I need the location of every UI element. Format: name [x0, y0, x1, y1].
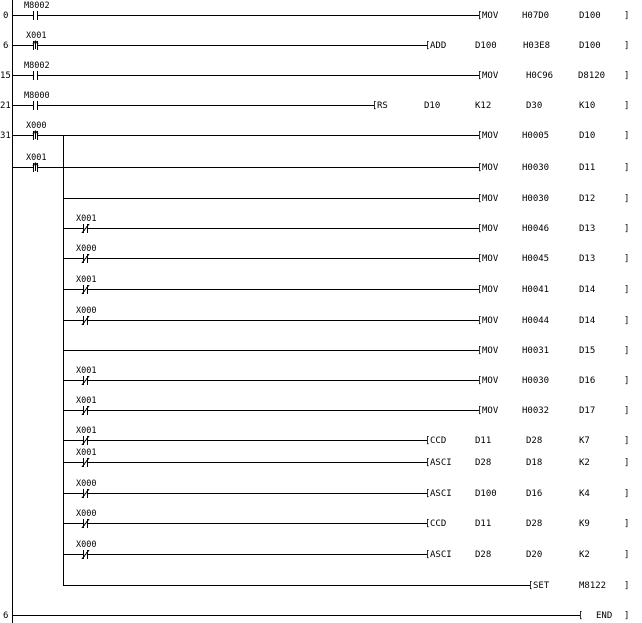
no-contact-icon [34, 101, 38, 110]
instruction-operand: D100 [475, 489, 497, 499]
instruction-bracket-close: ] [624, 406, 630, 416]
instruction-bracket: [ [425, 550, 431, 560]
instruction-operand: D10 [424, 101, 441, 111]
contact-label: X001 [26, 153, 47, 163]
instruction-bracket: [ [477, 316, 483, 326]
instruction-operand: D100 [579, 11, 601, 21]
instruction-operand: K2 [579, 550, 590, 560]
instruction-bracket-close: ] [624, 519, 630, 529]
rung-6[interactable] [3, 31, 629, 51]
svg-text:[: [ [578, 611, 584, 621]
svg-text:]: ] [624, 101, 630, 111]
pulse-contact-icon [33, 131, 38, 140]
svg-text:]: ] [624, 41, 630, 51]
rung-31[interactable] [0, 121, 629, 591]
instruction-operand: D14 [579, 316, 596, 326]
contact-label: X001 [26, 31, 47, 41]
step-number: 6 [3, 611, 9, 621]
no-contact-icon [34, 11, 38, 20]
instruction-operand: H0030 [522, 376, 550, 386]
instruction-opcode: MOV [482, 254, 499, 264]
svg-text:[: [ [477, 71, 483, 81]
instruction-operand: K4 [579, 489, 590, 499]
instruction-operand: H0041 [522, 285, 550, 295]
instruction-operand: K2 [579, 458, 590, 468]
instruction-bracket-close: ] [624, 11, 630, 21]
instruction-operand: D16 [526, 489, 543, 499]
nc-contact-icon [82, 519, 89, 528]
instruction-operand: D14 [579, 285, 596, 295]
instruction-operand: K12 [475, 101, 492, 111]
contact-label: X001 [76, 426, 97, 436]
instruction-bracket: [ [477, 254, 483, 264]
instruction-opcode: SET [533, 581, 550, 591]
instruction-opcode: ASCI [430, 489, 452, 499]
instruction-operand: H0005 [522, 131, 550, 141]
instruction-bracket: [ [425, 436, 431, 446]
contact-label: X000 [76, 509, 97, 519]
instruction-bracket-close: ] [624, 581, 630, 591]
instruction-bracket-close: ] [624, 376, 630, 386]
instruction-operand: D15 [579, 346, 596, 356]
contact-label: X000 [76, 306, 97, 316]
contact-label: M8002 [24, 61, 50, 71]
rung-end[interactable] [3, 611, 629, 621]
instruction-operand: D20 [526, 550, 543, 560]
instruction-operand: M8122 [579, 581, 607, 591]
contact-label: X001 [76, 396, 97, 406]
svg-text:[: [ [372, 101, 378, 111]
nc-contact-icon [82, 376, 89, 385]
instruction-opcode: MOV [482, 163, 499, 173]
instruction-bracket: [ [477, 224, 483, 234]
instruction-operand: D11 [579, 163, 596, 173]
instruction-operand: D12 [579, 194, 596, 204]
step-number: 0 [3, 11, 9, 21]
rung-15[interactable] [0, 61, 629, 81]
contact-label: X000 [76, 479, 97, 489]
instruction-bracket-close: ] [624, 254, 630, 264]
contact-label: X001 [76, 214, 97, 224]
nc-contact-icon [82, 316, 89, 325]
instruction-operand: K10 [579, 101, 596, 111]
instruction-operand: D28 [475, 458, 492, 468]
nc-contact-icon [82, 458, 89, 467]
step-number: 15 [0, 71, 11, 81]
instruction-bracket-close: ] [624, 550, 630, 560]
pulse-contact-icon [33, 163, 38, 172]
instruction-opcode: MOV [482, 406, 499, 416]
instruction-operand: D13 [579, 254, 596, 264]
end-instruction: END [596, 611, 613, 621]
instruction-opcode: CCD [430, 519, 447, 529]
instruction-operand: D18 [526, 458, 543, 468]
step-number: 31 [0, 131, 11, 141]
contact-label: X000 [76, 244, 97, 254]
instruction-bracket: [ [477, 376, 483, 386]
contact-label: X001 [76, 275, 97, 285]
contact-label: M8000 [24, 91, 50, 101]
instruction-operand: K9 [579, 519, 590, 529]
instruction-bracket-close: ] [624, 131, 630, 141]
instruction-operand: D28 [526, 519, 543, 529]
instruction-bracket-close: ] [624, 458, 630, 468]
instruction-bracket: [ [425, 458, 431, 468]
instruction-bracket: [ [528, 581, 534, 591]
instruction-opcode: MOV [482, 71, 499, 81]
svg-text:[: [ [425, 41, 431, 51]
instruction-bracket: [ [477, 11, 483, 21]
instruction-bracket-close: ] [624, 194, 630, 204]
instruction-operand: D11 [475, 519, 492, 529]
contact-label: X000 [76, 540, 97, 550]
instruction-bracket: [ [425, 519, 431, 529]
nc-contact-icon [82, 406, 89, 415]
nc-contact-icon [82, 254, 89, 263]
nc-contact-icon [82, 550, 89, 559]
instruction-bracket-close: ] [624, 489, 630, 499]
instruction-bracket: [ [477, 406, 483, 416]
instruction-operand: H0031 [522, 346, 550, 356]
instruction-bracket-close: ] [624, 316, 630, 326]
instruction-bracket-close: ] [624, 346, 630, 356]
contact-label: M8002 [24, 1, 50, 11]
instruction-bracket-close: ] [624, 436, 630, 446]
instruction-operand: K7 [579, 436, 590, 446]
instruction-opcode: MOV [482, 285, 499, 295]
nc-contact-icon [82, 489, 89, 498]
instruction-opcode: MOV [482, 194, 499, 204]
instruction-bracket: [ [477, 346, 483, 356]
instruction-operand: D30 [526, 101, 543, 111]
instruction-operand: H0030 [522, 194, 550, 204]
instruction-bracket-close: ] [624, 163, 630, 173]
instruction-operand: D13 [579, 224, 596, 234]
instruction-bracket-close: ] [624, 224, 630, 234]
instruction-bracket: [ [477, 163, 483, 173]
instruction-opcode: MOV [482, 11, 499, 21]
nc-contact-icon [82, 224, 89, 233]
instruction-opcode: CCD [430, 436, 447, 446]
instruction-opcode: MOV [482, 224, 499, 234]
step-number: 6 [3, 41, 9, 51]
instruction-operand: H0046 [522, 224, 550, 234]
instruction-operand: D8120 [578, 71, 606, 81]
nc-contact-icon [82, 285, 89, 294]
instruction-operand: H0032 [522, 406, 550, 416]
no-contact-icon [34, 71, 38, 80]
instruction-operand: H0045 [522, 254, 550, 264]
instruction-opcode: MOV [482, 346, 499, 356]
instruction-operand: H0C96 [526, 71, 554, 81]
instruction-opcode: ASCI [430, 458, 452, 468]
instruction-operand: D28 [475, 550, 492, 560]
instruction-operand: D100 [475, 41, 497, 51]
instruction-operand: H07D0 [522, 11, 550, 21]
instruction-operand: D10 [579, 131, 596, 141]
instruction-bracket: [ [477, 285, 483, 295]
instruction-opcode: ASCI [430, 550, 452, 560]
branch-list [63, 131, 629, 591]
instruction-operand: D28 [526, 436, 543, 446]
pulse-contact-icon [33, 41, 38, 50]
instruction-operand: H0044 [522, 316, 550, 326]
instruction-operand: H0030 [522, 163, 550, 173]
instruction-bracket-close: ] [624, 285, 630, 295]
step-number: 21 [0, 101, 11, 111]
instruction-operand: D100 [579, 41, 601, 51]
instruction-opcode: MOV [482, 131, 499, 141]
svg-text:]: ] [624, 71, 630, 81]
instruction-operand: D11 [475, 436, 492, 446]
instruction-operand: D16 [579, 376, 596, 386]
instruction-opcode: ADD [430, 41, 447, 51]
instruction-opcode: RS [377, 101, 388, 111]
rung-0[interactable] [3, 1, 629, 21]
contact-label: X000 [26, 121, 47, 131]
instruction-bracket: [ [477, 194, 483, 204]
contact-label: X001 [76, 366, 97, 376]
instruction-opcode: MOV [482, 376, 499, 386]
instruction-operand: D17 [579, 406, 596, 416]
instruction-bracket: [ [425, 489, 431, 499]
instruction-bracket: [ [477, 131, 483, 141]
instruction-operand: H03E8 [523, 41, 551, 51]
rung-21[interactable] [0, 91, 629, 111]
contact-label: X001 [76, 448, 97, 458]
svg-text:]: ] [624, 611, 630, 621]
instruction-opcode: MOV [482, 316, 499, 326]
nc-contact-icon [82, 436, 89, 445]
